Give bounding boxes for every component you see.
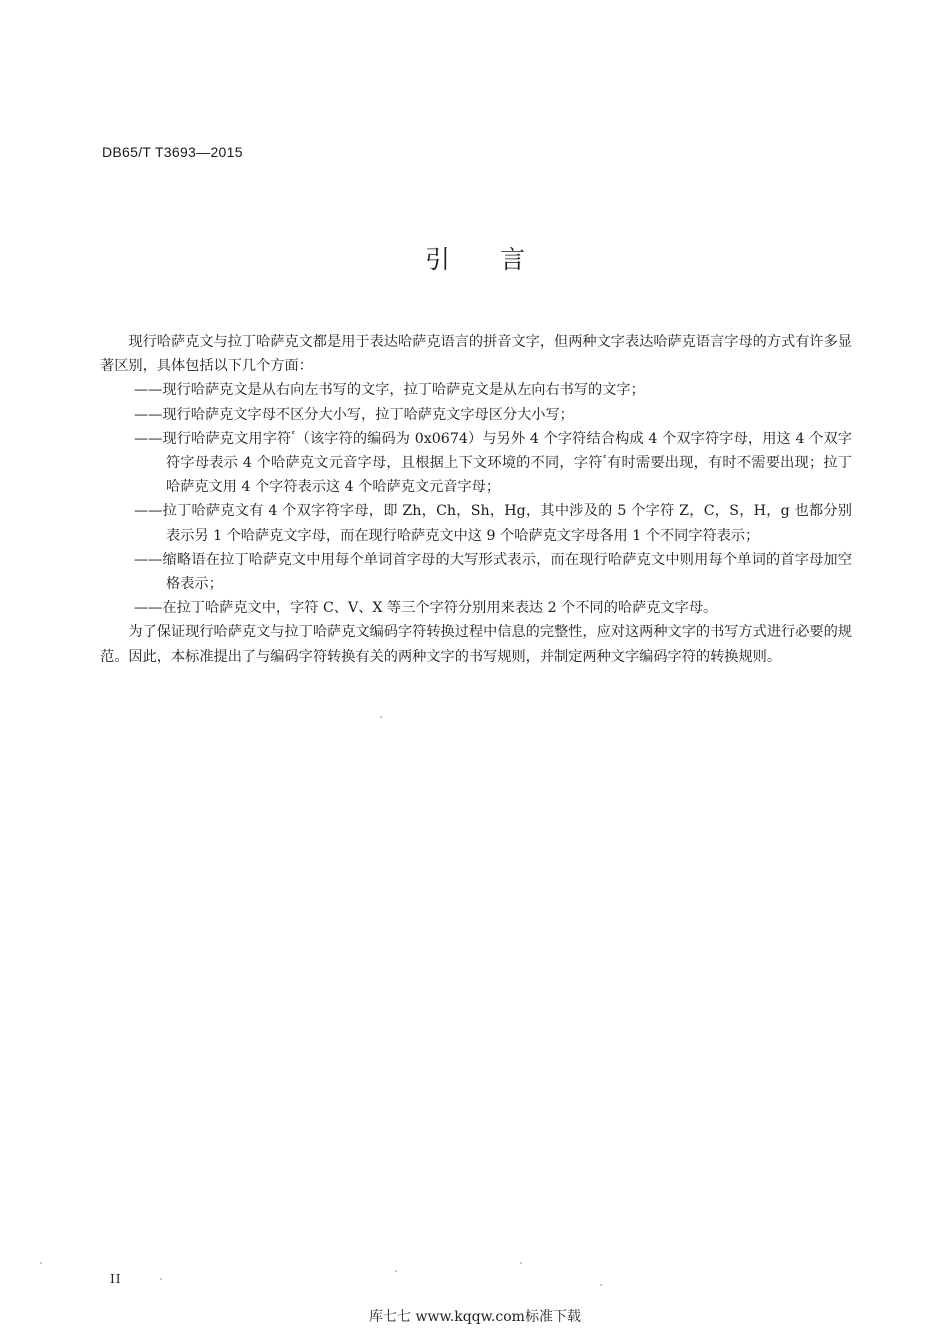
scan-speck [40, 1262, 42, 1264]
scan-speck [380, 716, 382, 718]
scan-speck [600, 1284, 602, 1286]
list-item: ——现行哈萨克文字母不区分大小写，拉丁哈萨克文字母区分大小写； [134, 406, 574, 423]
scan-speck [520, 1262, 522, 1264]
page-number: II [110, 1272, 122, 1286]
scan-speck [160, 1278, 162, 1280]
list-item: ——在拉丁哈萨克文中，字符 C、V、X 等三个字符分别用来表达 2 个不同的哈萨克文字母。 [134, 600, 718, 617]
list-item: ——缩略语在拉丁哈萨克文中用每个单词首字母的大写形式表示，而在现行哈萨克文中则用每个单词的首字母加空格表示； [134, 551, 852, 593]
document-body [100, 330, 852, 669]
list-item: ——现行哈萨克文用字符ٴ（该字符的编码为 0x0674）与另外 4 个字符结合构成 4 个双字符字母，用这 4 个双字符字母表示 4 个哈萨克文元音字母，且根据上下文环境的不同，字符ٴ有时需要出现，有时不需要出现；拉丁哈萨克文用 4 个字符表示这 4 个哈萨克文元音字母； [134, 430, 852, 496]
standard-code: DB65/T T3693—2015 [102, 144, 243, 160]
conclusion-paragraph: 为了保证现行哈萨克文与拉丁哈萨克文编码字符转换过程中信息的完整性，应对这两种文字的书写方式进行必要的规范。因此，本标准提出了与编码字符转换有关的两种文字的书写规则，并制定两种文字编码字符的转换规则。 [100, 624, 852, 665]
list-item: ——拉丁哈萨克文有 4 个双字符字母，即 Zh，Ch，Sh，Hg，其中涉及的 5 个字符 Z，C，S，H，g 也都分别表示另 1 个哈萨克文字母，而在现行哈萨克文中这 9 个哈萨克文字母各用 1 个不同字符表示； [134, 503, 852, 544]
intro-paragraph: 现行哈萨克文与拉丁哈萨克文都是用于表达哈萨克语言的拼音文字，但两种文字表达哈萨克语言字母的方式有许多显著区别，具体包括以下几个方面： [100, 334, 852, 375]
page-title: 引言 [424, 245, 575, 274]
list-item: ——现行哈萨克文是从右向左书写的文字，拉丁哈萨克文是从左向右书写的文字； [134, 382, 645, 399]
scan-speck [395, 1270, 397, 1272]
watermark-text: 库七七 www.kqqw.com标准下载 [369, 1309, 581, 1325]
